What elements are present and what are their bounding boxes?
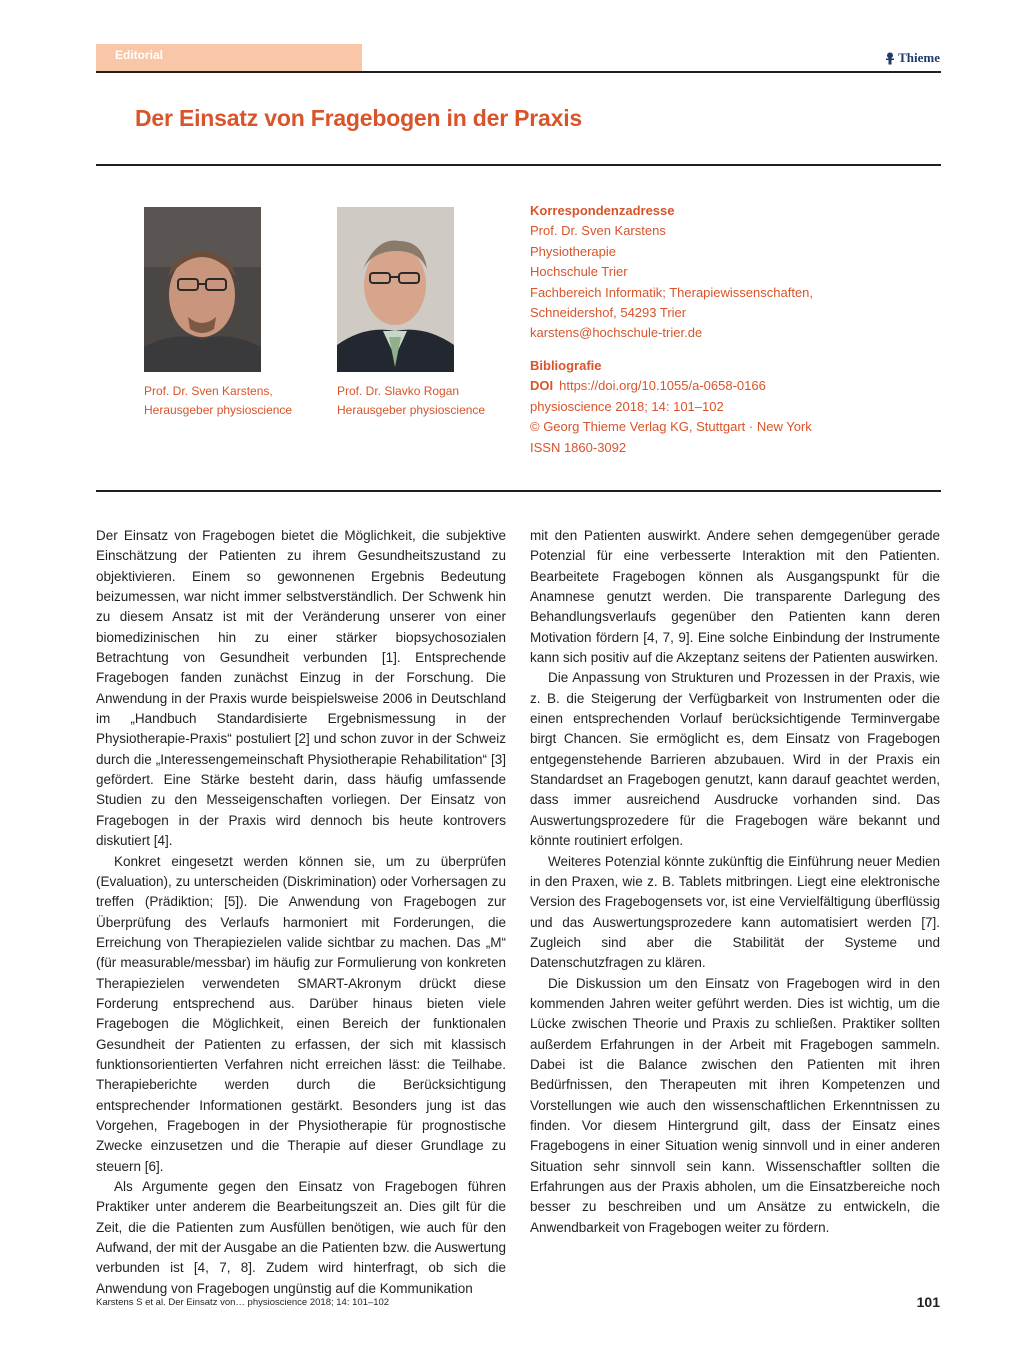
author-photo-rogan xyxy=(337,207,454,372)
author-role: Herausgeber physioscience xyxy=(337,403,486,417)
correspondence-line: Prof. Dr. Sven Karstens xyxy=(530,223,666,239)
publisher-name: Thieme xyxy=(898,50,940,65)
paragraph: mit den Patienten auswirkt. Andere sehen demgegenüber gerade Potenzial für eine verbesserte Interaktion mit den Patienten. Bearbeitete Fragebogen können als Ausgangspunkt für die Anamnese genutzt werden. Die transparente Darlegung des Behandlungsverlaufs gegenüber den Patienten kann deren Motivation fördern [4, 7, 9]. Eine solche Einbindung der Instrumente kann sich positiv auf die Akzeptanz seitens der Patienten auswirken. xyxy=(530,528,940,666)
paragraph: Die Diskussion um den Einsatz von Fragebogen wird in den kommenden Jahren weiter geführt werden. Dies ist wichtig, um die Lücke zwischen Theorie und Praxis zu schließen. Praktiker sollten außerdem Erfahrungen in der Arbeit mit Fragebogen sammeln. Dabei ist die Balance zwischen den Patienten mit ihren Bedürfnissen, den Therapeuten mit ihren Kompetenzen und Vorstellungen wie auch den wissenschaftlichen Erkenntnissen zu finden. Vor diesem Hintergrund gilt, dass der Einsatz eines Fragebogens in einer Situation wenig sinnvoll und in einer anderen Situation sehr sinnvoll sein kann. Wissenschaftler sollten die Erfahrungen aus der Praxis abholen, um die Einsatzbereiche noch besser zu beschreiben und um Ansätze zu entwickeln, die Anwendbarkeit von Fragebogen weiter zu fördern. xyxy=(530,975,940,1235)
paragraph: Weiteres Potenzial könnte zukünftig die Einführung neuer Medien in den Praxen, wie z. B. Tablets mitbringen. Liegt eine elektronische Version des Fragebogensets vor, ist eine Vervielfältigung überflüssig und das Auswertungsprozedere kann automatisiert werden [7]. Zugleich sind aber die Stabilität der Systeme und Datenschutzfragen zu klären. xyxy=(530,853,940,971)
page-number: 101 xyxy=(916,1294,940,1310)
paragraph: Als Argumente gegen den Einsatz von Fragebogen führen Praktiker unter anderem die Bearbeitungszeit an. Dies gilt für die Zeit, die die Patienten zum Ausfüllen benötigen, wie auch für den Aufwand, der mit der Ausgabe an die Patienten bzw. die Auswertung verbunden ist [4, 7, 8]. Zudem wird hinterfragt, ob sich die Anwendung von Fragebogen ungünstig auf die Kommunikation xyxy=(96,1179,506,1296)
bibliography-line: © Georg Thieme Verlag KG, Stuttgart · New York xyxy=(530,419,812,435)
section-label: Editorial xyxy=(115,48,164,62)
author-photo-karstens xyxy=(144,207,261,372)
correspondence-heading: Korrespondenzadresse xyxy=(530,203,675,218)
body-column-left xyxy=(96,526,506,1299)
correspondence-line: Hochschule Trier xyxy=(530,264,628,280)
title-rule xyxy=(96,164,941,166)
correspondence-email[interactable]: karstens@hochschule-trier.de xyxy=(530,325,703,341)
author-caption-rogan xyxy=(337,382,485,420)
bibliography-line: physioscience 2018; 14: 101–102 xyxy=(530,398,724,414)
publisher-logo xyxy=(885,50,940,66)
doi-label: DOI xyxy=(530,378,554,394)
paragraph: Der Einsatz von Fragebogen bietet die Möglichkeit, die subjektive Einschätzung der Patienten zu ihrem Gesundheitszustand zu objektivieren. Einem so gewonnenen Ergebnis Bedeutung beizumessen, war nicht immer selbstverständlich. Der Schwenk hin zu diesem Ansatz ist mit der Veränderung unserer von einer biomedizinischen hin zu einer stärker biopsychosozialen Betrachtung von Gesundheit verbunden [1]. Entsprechende Fragebogen fanden zunächst Einzug in der Forschung. Die Anwendung in der Praxis wurde beispielsweise 2006 in Deutschland im „Handbuch Standardisierte Ergebnismessung in der Physiotherapie-Praxis“ postuliert [2] und schon zuvor in der Schweiz durch die „Interessengemeinschaft Physiotherapie Rehabilitation“ [3] gefördert. Eine Stärke besteht darin, dass häufig umfassende Studien zu den Messeigenschaften vorliegen. Der Einsatz von Fragebogen in der Praxis wird dennoch bis heute kontrovers diskutiert [4]. xyxy=(96,528,506,849)
author-caption-karstens xyxy=(144,382,292,420)
article-title: Der Einsatz von Fragebogen in der Praxis xyxy=(135,105,583,131)
thieme-logo-icon xyxy=(885,52,895,65)
doi-line xyxy=(530,376,812,396)
doi-link[interactable]: https://doi.org/10.1055/a-0658-0166 xyxy=(559,378,766,394)
section-tab xyxy=(96,44,362,71)
author-name: Prof. Dr. Sven Karstens, xyxy=(144,384,273,398)
correspondence-line: Schneidershof, 54293 Trier xyxy=(530,305,687,321)
paragraph: Konkret eingesetzt werden können sie, um zu überprüfen (Evaluation), zu unterscheiden (Diskrimination) oder Vorhersagen zu treffen (Prädiktion; [5]). Die Anwendung von Fragebogen zur Überprüfung des Verlaufs harmoniert mit Forderungen, die Erreichung von Therapiezielen valide sichtbar zu machen. Das „M“ (für measurable/messbar) im häufig zur Formulierung von konkreten Therapiezielen verwendeten SMART-Akronym drückt diese Forderung entsprechend aus. Darüber hinaus bieten viele Fragebogen die Möglichkeit, einen Bereich der funktionalen Gesundheit der Patienten zu erfassen, der sich mit klassisch funktionsorientierten Verfahren nicht erreichen lässt: die Teilhabe. Therapieberichte werden durch die Berücksichtigung entsprechender Informationen gestärkt. Besonders jung ist das Vorgehen, Fragebogen in der Physiotherapie für prognostische Zwecke einzusetzen und die Therapie auf dieser Grundlage zu steuern [6]. xyxy=(96,853,506,1174)
header-rule xyxy=(96,71,941,73)
meta-rule xyxy=(96,490,941,492)
bibliography-line: ISSN 1860-3092 xyxy=(530,439,627,455)
author-role: Herausgeber physioscience xyxy=(144,403,293,417)
author-name: Prof. Dr. Slavko Rogan xyxy=(337,384,460,398)
paragraph: Die Anpassung von Strukturen und Prozessen in der Praxis, wie z. B. die Steigerung der Verfügbarkeit von Instrumenten oder die einen entsprechenden Vorlauf berücksichtigende Terminvergabe birgt Chancen. Sie ermöglicht es, dem Einsatz von Fragebogen entgegenstehende Barrieren abzubauen. Wird in der Praxis ein Standardset an Fragebogen genutzt, kann darauf geachtet werden, dass immer ausreichend Ausdrucke vorhanden sind. Das Auswertungsprozedere für die Fragebogen wäre bekannt und könnte routiniert erfolgen. xyxy=(530,670,940,849)
bibliography-block xyxy=(530,356,812,458)
body-column-right xyxy=(530,526,940,1238)
correspondence-line: Physiotherapie xyxy=(530,243,616,259)
bibliography-heading: Bibliografie xyxy=(530,358,602,373)
correspondence-block xyxy=(530,201,813,344)
correspondence-line: Fachbereich Informatik; Therapiewissenschaften, xyxy=(530,284,814,300)
footer-citation: Karstens S et al. Der Einsatz von… physioscience 2018; 14: 101–102 xyxy=(96,1297,390,1308)
